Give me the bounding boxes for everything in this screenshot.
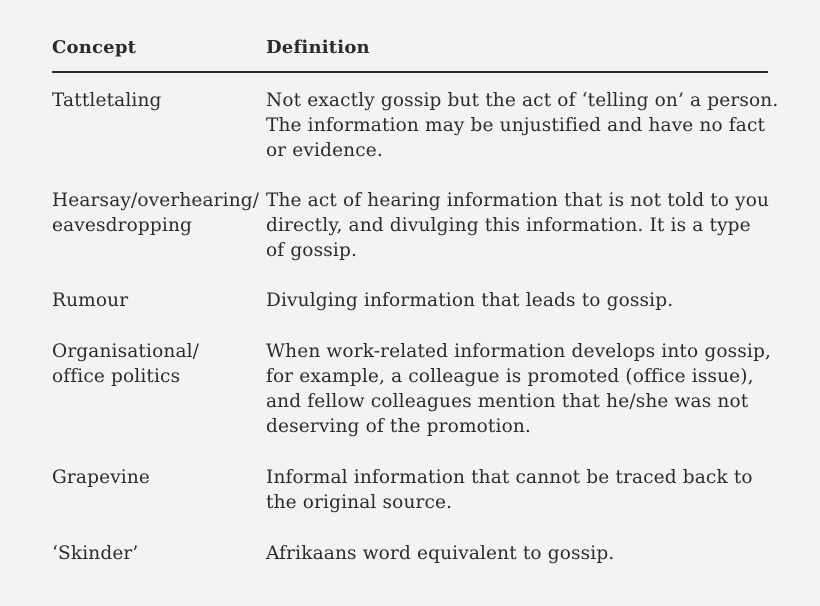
definition-text: The information may be unjustified and have no fact xyxy=(266,115,766,136)
header-definition: Definition xyxy=(266,37,370,58)
concept-cell xyxy=(52,465,257,490)
definition-text: Divulging information that leads to gossip. xyxy=(266,290,674,311)
definition-text: Afrikaans word equivalent to gossip. xyxy=(266,543,615,564)
concept-cell xyxy=(52,288,257,313)
definition-cell xyxy=(266,339,771,439)
concept-text: Hearsay/overhearing/ xyxy=(52,190,260,211)
definition-text: Not exactly gossip but the act of ‘telling on’ a person. xyxy=(266,90,779,111)
concept-cell xyxy=(52,339,257,389)
definition-text: directly, and divulging this information. It is a type xyxy=(266,215,751,236)
definition-text: the original source. xyxy=(266,492,453,513)
definition-cell xyxy=(266,465,768,515)
concept-text: Grapevine xyxy=(52,467,151,488)
definition-text: The act of hearing information that is not told to you xyxy=(266,190,770,211)
definition-text: for example, a colleague is promoted (office issue), xyxy=(266,366,754,387)
definition-text: of gossip. xyxy=(266,240,357,261)
concept-cell xyxy=(52,541,257,566)
definition-text: or evidence. xyxy=(266,140,383,161)
concept-text: Organisational/ xyxy=(52,341,200,362)
concept-text: eavesdropping xyxy=(52,215,193,236)
definition-text: Informal information that cannot be traced back to xyxy=(266,467,753,488)
definition-text: deserving of the promotion. xyxy=(266,416,531,437)
concept-cell xyxy=(52,188,260,238)
definition-cell xyxy=(266,288,768,313)
definition-cell xyxy=(266,88,779,163)
concept-text: office politics xyxy=(52,366,181,387)
concept-cell xyxy=(52,88,257,113)
concept-definition-table xyxy=(52,33,779,564)
concept-text: ‘Skinder’ xyxy=(52,543,139,564)
definition-text: and fellow colleagues mention that he/she was not xyxy=(266,391,749,412)
concept-text: Tattletaling xyxy=(52,90,162,111)
definition-text: When work-related information develops into gossip, xyxy=(266,341,771,362)
definition-cell xyxy=(266,541,768,566)
table-header-row xyxy=(52,33,768,73)
concept-text: Rumour xyxy=(52,290,129,311)
definition-cell xyxy=(266,188,768,263)
header-concept: Concept xyxy=(52,37,137,58)
